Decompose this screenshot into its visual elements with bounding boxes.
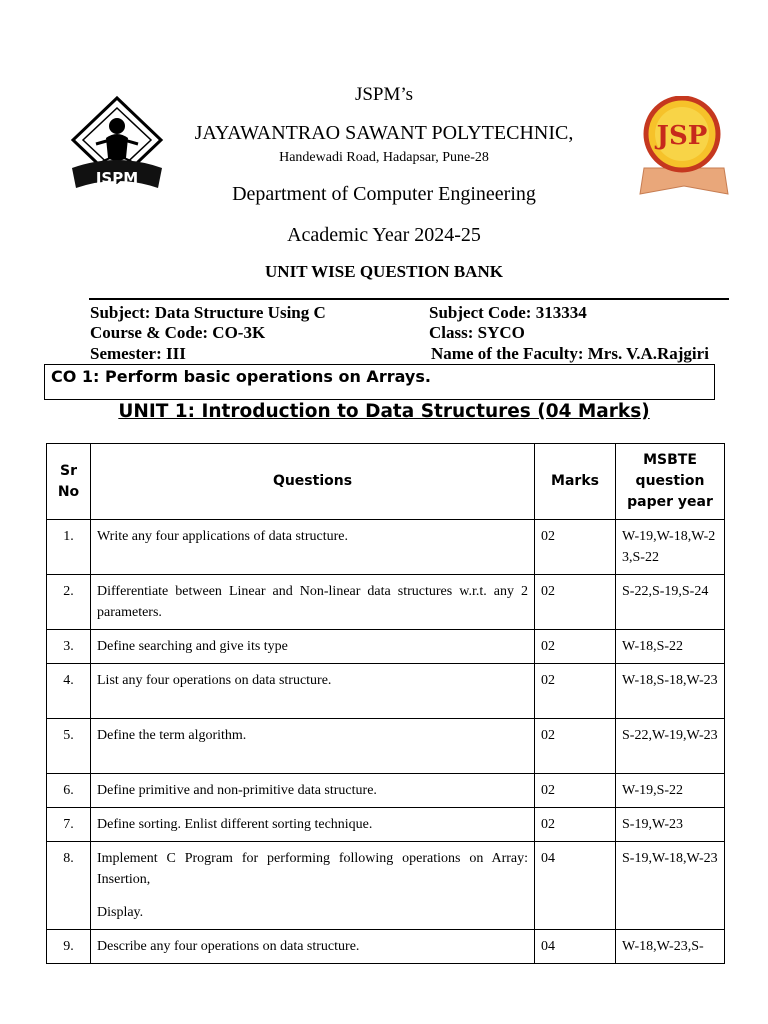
row-sr: 2. [47, 575, 91, 630]
unit-title: UNIT 1: Introduction to Data Structures (04 Marks) [118, 401, 650, 422]
table-row [47, 664, 725, 719]
semester-label: Semester: III [90, 344, 186, 363]
row-question: Define the term algorithm. [91, 719, 535, 774]
header-paper-year: MSBTE question paper year [616, 444, 725, 520]
header-questions: Questions [91, 444, 535, 520]
faculty-label: Name of the Faculty: Mrs. V.A.Rajgiri [431, 344, 709, 363]
table-row [47, 842, 725, 930]
row-question-text-extra: Display. [97, 905, 144, 920]
row-marks: 02 [535, 664, 616, 719]
row-sr: 3. [47, 630, 91, 664]
row-question: Write any four applications of data structure. [91, 520, 535, 575]
logo-left-text: JSPM [95, 169, 139, 187]
academic-year: Academic Year 2024-25 [287, 224, 481, 246]
row-question: Define sorting. Enlist different sorting technique. [91, 808, 535, 842]
table-row [47, 808, 725, 842]
header-sr-no: Sr No [47, 444, 91, 520]
row-question: Describe any four operations on data structure. [91, 930, 535, 964]
table-row [47, 520, 725, 575]
row-year: W-19,W-18,W-23,S-22 [616, 520, 725, 575]
org-name: JSPM’s [354, 84, 414, 105]
jsp-logo [636, 96, 732, 196]
table-row [47, 774, 725, 808]
row-year: W-18,S-18,W-23 [616, 664, 725, 719]
row-year: S-19,W-23 [616, 808, 725, 842]
document-title: UNIT WISE QUESTION BANK [265, 262, 503, 281]
table-row [47, 930, 725, 964]
row-question: Define searching and give its type [91, 630, 535, 664]
row-question-text: Implement C Program for performing following operations on Array: Insertion, [97, 851, 528, 887]
question-table [46, 443, 725, 964]
course-outcome: CO 1: Perform basic operations on Arrays. [44, 364, 715, 400]
row-marks: 04 [535, 842, 616, 930]
row-question [91, 842, 535, 930]
row-sr: 6. [47, 774, 91, 808]
class-label: Class: SYCO [429, 323, 525, 342]
row-year: W-18,W-23,S- [616, 930, 725, 964]
row-year: W-19,S-22 [616, 774, 725, 808]
subject-label: Subject: Data Structure Using C [90, 303, 326, 322]
subject-code-label: Subject Code: 313334 [429, 303, 587, 322]
course-code-label: Course & Code: CO-3K [90, 323, 266, 342]
row-marks: 02 [535, 630, 616, 664]
row-sr: 4. [47, 664, 91, 719]
row-marks: 02 [535, 719, 616, 774]
row-sr: 1. [47, 520, 91, 575]
row-question: Differentiate between Linear and Non-linear data structures w.r.t. any 2 parameters. [91, 575, 535, 630]
row-sr: 9. [47, 930, 91, 964]
header-divider [89, 298, 729, 300]
row-sr: 7. [47, 808, 91, 842]
table-row [47, 575, 725, 630]
department-name: Department of Computer Engineering [232, 183, 536, 205]
table-row [47, 719, 725, 774]
table-header-row [47, 444, 725, 520]
row-sr: 8. [47, 842, 91, 930]
table-row [47, 630, 725, 664]
row-year: S-22,S-19,S-24 [616, 575, 725, 630]
row-year: W-18,S-22 [616, 630, 725, 664]
row-marks: 02 [535, 774, 616, 808]
row-marks: 02 [535, 808, 616, 842]
row-marks: 02 [535, 520, 616, 575]
institute-address: Handewadi Road, Hadapsar, Pune-28 [279, 150, 489, 165]
logo-right-text: JSP [656, 121, 708, 151]
row-year: S-19,W-18,W-23 [616, 842, 725, 930]
header-marks: Marks [535, 444, 616, 520]
institute-name: JAYAWANTRAO SAWANT POLYTECHNIC, [194, 122, 574, 144]
row-marks: 04 [535, 930, 616, 964]
row-question: Define primitive and non-primitive data structure. [91, 774, 535, 808]
row-sr: 5. [47, 719, 91, 774]
row-year: S-22,W-19,W-23 [616, 719, 725, 774]
row-question: List any four operations on data structure. [91, 664, 535, 719]
row-marks: 02 [535, 575, 616, 630]
